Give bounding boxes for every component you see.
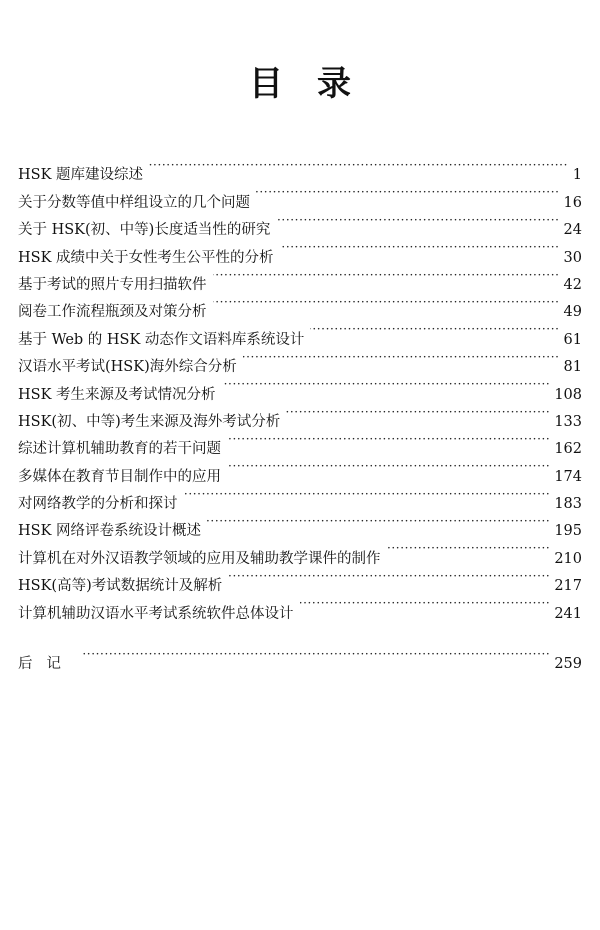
dot-leader xyxy=(149,152,568,179)
dot-leader xyxy=(286,399,550,426)
toc-entry-title: 计算机在对外汉语教学领域的应用及辅助教学课件的制作 xyxy=(18,550,381,567)
dot-leader xyxy=(256,179,560,206)
toc-entry-title: 关于 HSK(初、中等)长度适当性的研究 xyxy=(18,222,271,239)
toc-entry-title: 阅卷工作流程瓶颈及对策分析 xyxy=(18,304,207,321)
toc-entry-page: 1 xyxy=(572,167,582,184)
toc-entry-title: 关于分数等值中样组设立的几个问题 xyxy=(18,194,250,211)
dot-leader xyxy=(310,316,559,343)
toc-entry-title: HSK(高等)考试数据统计及解析 xyxy=(18,578,223,595)
toc-entry-page: 49 xyxy=(563,304,582,321)
dot-leader xyxy=(207,508,550,535)
toc-entry-title: 综述计算机辅助教育的若干问题 xyxy=(18,441,221,458)
toc-entry-title: HSK 考生来源及考试情况分析 xyxy=(18,386,216,403)
toc-entry-page: 24 xyxy=(563,222,582,239)
dot-leader xyxy=(300,590,551,617)
toc-entry-title: 汉语水平考试(HSK)海外综合分析 xyxy=(18,359,237,376)
toc-entry-page: 174 xyxy=(554,468,582,485)
dot-leader xyxy=(213,262,560,289)
toc-entry-page: 162 xyxy=(554,441,582,458)
dot-leader xyxy=(184,481,551,508)
toc-entry-page: 241 xyxy=(554,605,582,622)
dot-leader xyxy=(280,234,560,261)
dot-leader xyxy=(243,344,560,371)
dot-leader xyxy=(81,641,550,668)
toc-entry-page: 217 xyxy=(554,578,582,595)
toc-entry-title: HSK 题库建设综述 xyxy=(18,167,144,184)
dot-leader xyxy=(222,371,551,398)
toc-entry-title: 基于 Web 的 HSK 动态作文语料库系统设计 xyxy=(18,331,305,348)
toc-entry-page: 61 xyxy=(563,331,582,348)
dot-leader xyxy=(387,535,551,562)
dot-leader xyxy=(213,289,560,316)
toc-entry-page: 133 xyxy=(554,413,582,430)
dot-leader xyxy=(227,426,550,453)
toc-entry-title: HSK 网络评卷系统设计概述 xyxy=(18,523,202,540)
afterword-title: 后记 xyxy=(18,656,75,673)
toc-entry-title: HSK(初、中等)考生来源及海外考试分析 xyxy=(18,413,281,430)
toc-entry-afterword[interactable] xyxy=(18,641,582,673)
dot-leader xyxy=(227,453,550,480)
toc-entry-title: 对网络教学的分析和探讨 xyxy=(18,496,178,513)
toc-entry-title: 计算机辅助汉语水平考试系统软件总体设计 xyxy=(18,605,294,622)
toc-entry-page: 42 xyxy=(563,276,582,293)
dot-leader xyxy=(228,563,550,590)
toc-entry-page: 195 xyxy=(554,523,582,540)
dot-leader xyxy=(276,207,559,234)
toc-entry-page: 183 xyxy=(554,496,582,513)
toc-entry-page: 210 xyxy=(554,550,582,567)
toc-entry-page: 30 xyxy=(563,249,582,266)
toc-entry-page: 16 xyxy=(563,194,582,211)
toc-entry-title: HSK 成绩中关于女性考生公平性的分析 xyxy=(18,249,274,266)
toc-list xyxy=(18,152,582,622)
toc-entry-title: 基于考试的照片专用扫描软件 xyxy=(18,276,207,293)
afterword-page: 259 xyxy=(554,656,582,673)
toc-entry-page: 81 xyxy=(563,359,582,376)
toc-entry-title: 多媒体在教育节目制作中的应用 xyxy=(18,468,221,485)
page-title: 目录 xyxy=(249,64,385,104)
toc-entry[interactable] xyxy=(18,152,582,184)
toc-entry-page: 108 xyxy=(554,386,582,403)
